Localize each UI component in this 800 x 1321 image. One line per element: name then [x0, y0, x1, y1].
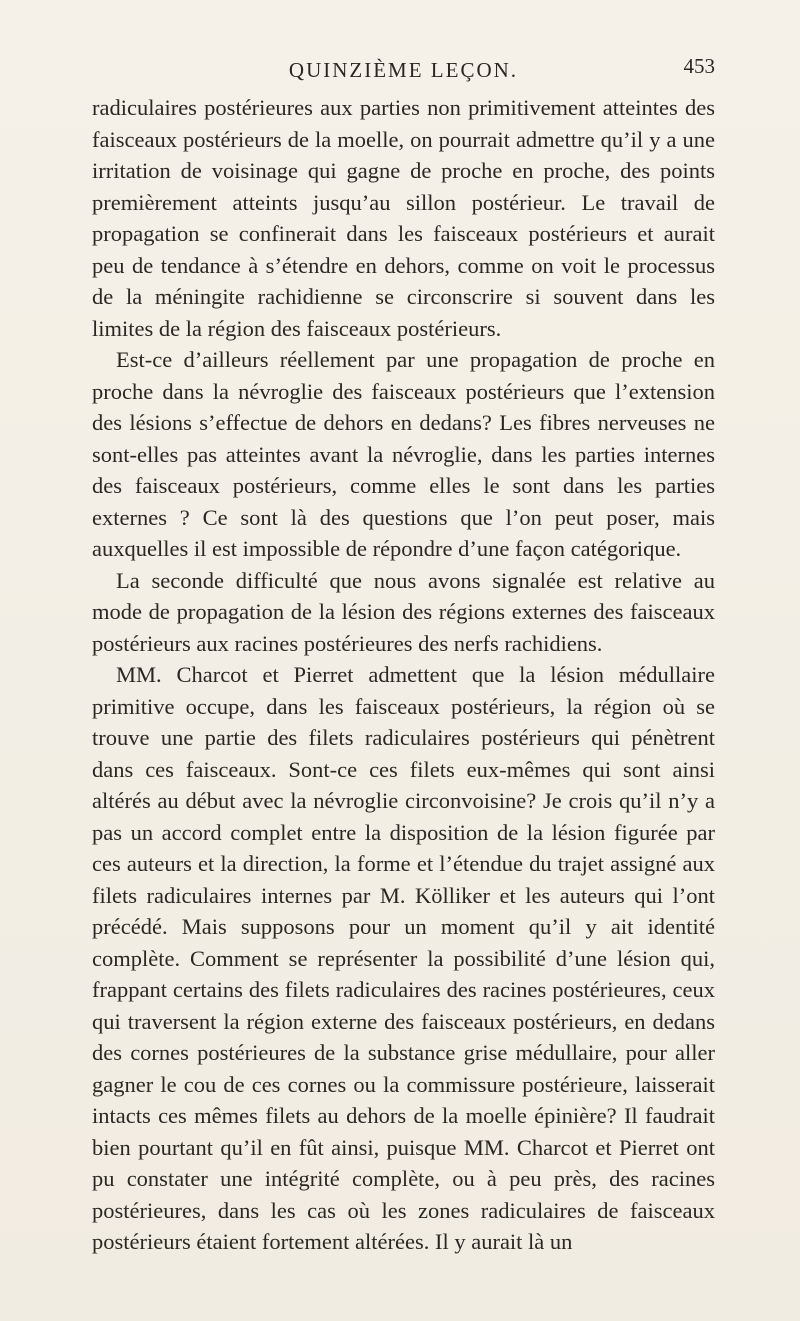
paragraph-1: radiculaires postérieures aux parties non primitivement atteintes des faisceaux postérieurs de la moelle, on pourrait admettre qu’il y a une irritation de voisinage qui gagne de proche en proche, des points premièrement atteints jusqu’au sillon postérieur. Le travail de propagation se confinerait dans les faisceaux postérieurs et aurait peu de tendance à s’étendre en dehors, comme on voit le processus de la méningite rachidienne se circonscrire si souvent dans les limites de la région des faisceaux postérieurs. — [92, 95, 715, 341]
body-text — [92, 92, 715, 1258]
running-head: QUINZIÈME LEÇON. — [288, 58, 519, 82]
paragraph-2: Est-ce d’ailleurs réellement par une propagation de proche en proche dans la névroglie des faisceaux postérieurs que l’extension des lésions s’effectue de dehors en dedans? Les fibres nerveuses ne sont-elles pas atteintes avant la névroglie, dans les parties internes des faisceaux postérieurs, comme elles le sont dans les parties externes ? Ce sont là des questions que l’on peut poser, mais auxquelles il est impossible de répondre d’une façon catégorique. — [92, 347, 715, 561]
page-header — [92, 54, 715, 88]
page-number: 453 — [683, 54, 715, 78]
paragraph-3: La seconde difficulté que nous avons signalée est relative au mode de propagation de la lésion des régions externes des faisceaux postérieurs aux racines postérieures des nerfs rachidiens. — [92, 567, 715, 656]
paragraph-4: MM. Charcot et Pierret admettent que la lésion médullaire primitive occupe, dans les faisceaux postérieurs, la région où se trouve une partie des filets radiculaires postérieurs qui pénètrent dans ces faisceaux. Sont-ce ces filets eux-mêmes qui sont ainsi altérés au début avec la névroglie circonvoisine? Je crois qu’il n’y a pas un accord complet entre la disposition de la lésion figurée par ces auteurs et la direction, la forme et l’étendue du trajet assigné aux filets radiculaires internes par M. Kölliker et les auteurs qui l’ont précédé. Mais supposons pour un moment qu’il y ait identité complète. Comment se représenter la possibilité d’une lésion qui, frappant certains des filets radiculaires des racines postérieures, ceux qui traversent la région externe des faisceaux postérieurs, en dedans des cornes postérieures de la substance grise médullaire, pour aller gagner le cou de ces cornes ou la commissure postérieure, laisserait intacts ces mêmes filets au dehors de la moelle épinière? Il faudrait bien pourtant qu’il en fût ainsi, puisque MM. Charcot et Pierret ont pu constater une intégrité complète, ou à peu près, des racines postérieures, dans les cas où les zones radiculaires de faisceaux postérieurs étaient fortement altérées. Il y aurait là un — [92, 662, 715, 1254]
